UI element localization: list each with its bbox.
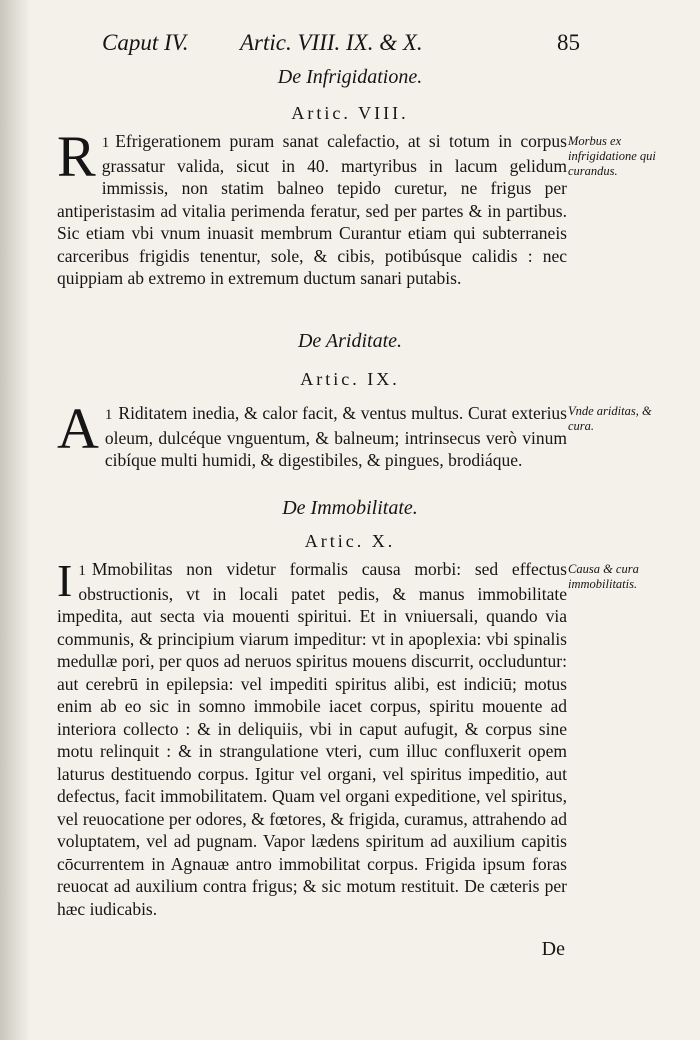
margin-note-ariditate: Vnde ariditas, & cura. bbox=[568, 404, 652, 433]
article-body-viii bbox=[57, 124, 567, 290]
drop-cap-letter: A bbox=[57, 396, 99, 461]
margin-note-immobilitate: Causa & cura immobilitatis. bbox=[568, 562, 639, 591]
article-heading-viii: Artic. VIII. bbox=[291, 103, 409, 123]
section-title-ariditate: De Ariditate. bbox=[297, 330, 403, 352]
catchword: De bbox=[541, 938, 565, 960]
page-number: 85 bbox=[557, 30, 580, 55]
running-header bbox=[100, 30, 580, 66]
paragraph-marker: 1 bbox=[78, 563, 86, 579]
section-title-infrigidatione: De Infrigidatione. bbox=[277, 66, 423, 88]
margin-note-infrigidatione: Morbus ex infrigidatione qui curandus. bbox=[568, 134, 656, 178]
page-gutter-shadow bbox=[0, 0, 30, 1040]
article-text-viii: Efrigerationem puram sanat calefactio, at si totum in corpus grassatur valida, sicut in 40. martyribus in lacum gelidum immissis, non statim balneo tepido curetur, ne frigus per antiperistasim ad vitalia perimenda feratur, sed per partes & in partibus. Sic etiam vbi vnum inuasit membrum Curantur etiam qui subterraneis carceribus frigidis tenentur, sole, & cibis, potibúsque calidis : nec quippiam ab extremo in extremum ductum sanari putabis. bbox=[57, 131, 567, 288]
header-chapter: Caput IV. bbox=[102, 30, 189, 55]
drop-cap-letter: I bbox=[57, 555, 73, 606]
article-heading-x: Artic. X. bbox=[304, 531, 396, 551]
article-body-ix bbox=[57, 396, 567, 472]
article-heading-ix: Artic. IX. bbox=[300, 369, 400, 389]
header-articles: Artic. VIII. IX. & X. bbox=[240, 30, 423, 55]
paragraph-marker: 1 bbox=[104, 407, 113, 423]
article-body-x bbox=[57, 555, 567, 920]
paragraph-marker: 1 bbox=[101, 135, 110, 151]
article-text-x: Mmobilitas non videtur formalis causa morbi: sed effectus obstructionis, vt in locali patet pedis, & manus immobilitate impedita, aut secta via mouenti spiritui. Et in vniuersali, quando via communis, & principium viarum impeditur: vt in apoplexia: vbi spinalis medullæ pori, per quos ad neruos spiritus mouens discurrit, occluduntur: aut cerebrū in epilepsia: vel impediti spiritus alibi, est indiciū; motus enim ab eo sic in somno immobile iacet corpus, spiritu mouente ad interiora collecto : & in deliquiis, vbi in caput aufugit, & corpus sine motu relinquit : & in strangulatione vteri, cum illuc confluxerit opem laturus destituendo corpus. Igitur vel organi, vel spiritus impeditio, aut defectus, facit immobilitatem. Quam vel organi expeditione, vel spiritus, vel reuocatione per odores, & fœtores, & frigida, curamus, attrahendo ad voluptatem, vel ad pugnam. Vapor lædens spiritum ad auxilium capitis cōcurrentem in Agnauæ antro immobilitat corpus. Frigida ipsum foras reuocat ad auxilium contra frigus; & sic motum restituit. De cæteris per hæc iudicabis. bbox=[57, 559, 567, 919]
drop-cap-letter: R bbox=[57, 124, 96, 189]
section-title-immobilitate: De Immobilitate. bbox=[282, 497, 418, 519]
article-text-ix: Riditatem inedia, & calor facit, & ventus multus. Curat exterius oleum, dulcéque vnguentum, & balneum; intrinsecus verò vinum cibíque multi humidi, & digestibiles, & pingues, brodiáque. bbox=[104, 403, 567, 470]
